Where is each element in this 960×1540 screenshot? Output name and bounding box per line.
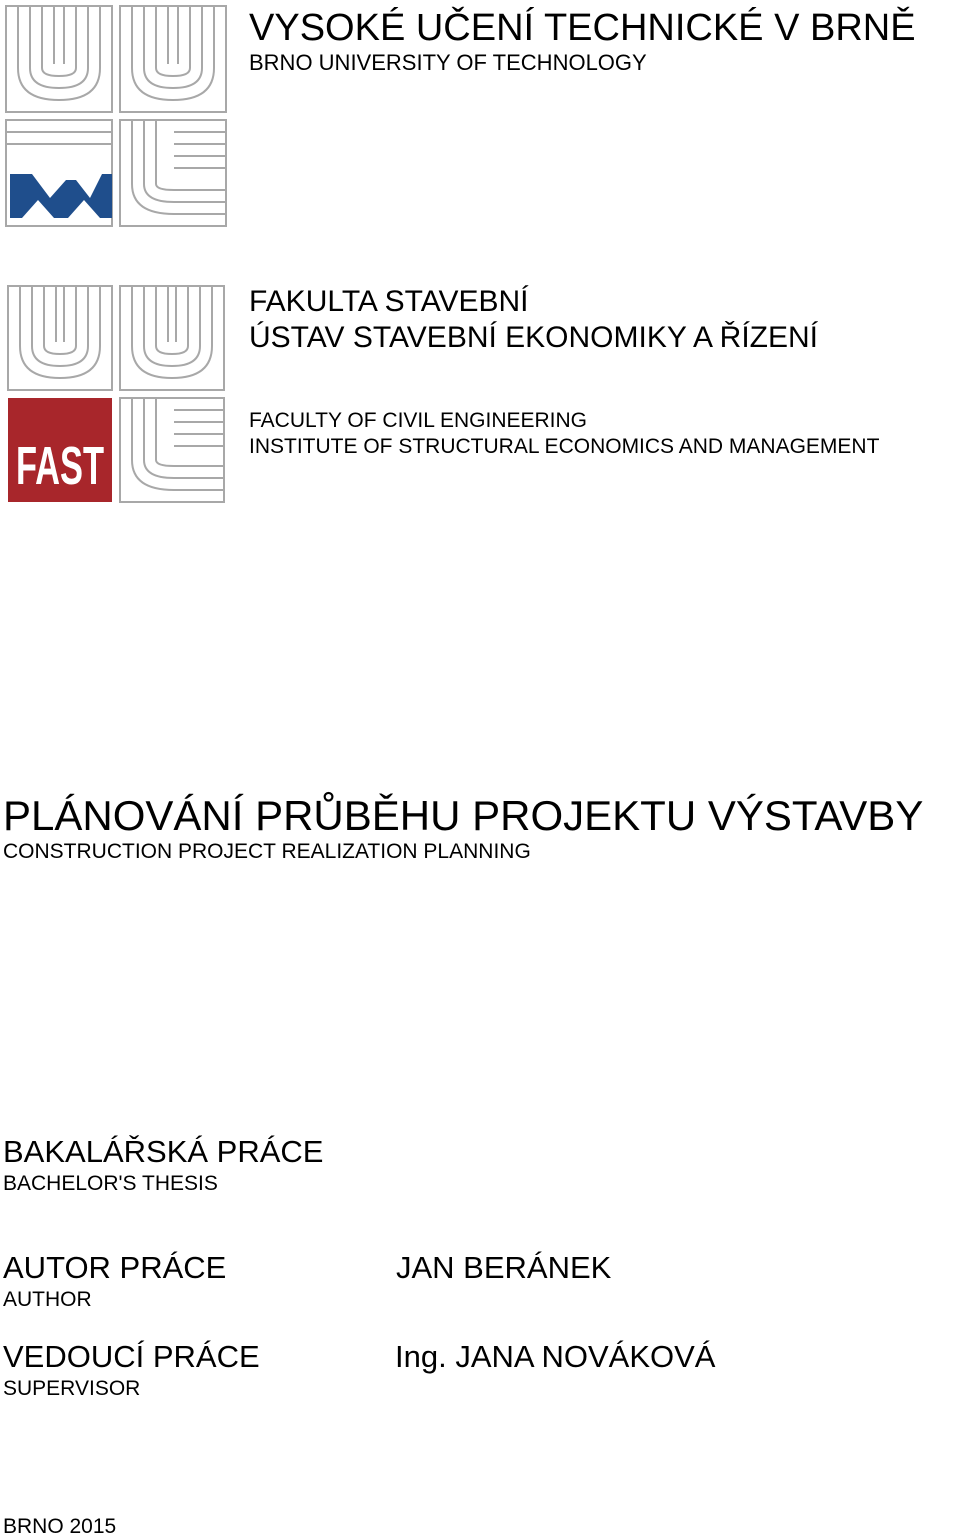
supervisor-label-cz: VEDOUCÍ PRÁCE — [3, 1339, 260, 1374]
thesis-type-cz: BAKALÁŘSKÁ PRÁCE — [3, 1134, 324, 1169]
logo-u-shape-top-left — [8, 286, 112, 390]
author-label-cz: AUTOR PRÁCE — [3, 1250, 227, 1285]
logo-e-shape-bottom-right — [120, 398, 224, 502]
logo-u-shape-top-right — [120, 286, 224, 390]
logo-u-shape-top-right — [120, 6, 226, 112]
thesis-type-en: BACHELOR'S THESIS — [3, 1172, 218, 1195]
thesis-title-en: CONSTRUCTION PROJECT REALIZATION PLANNING — [3, 840, 531, 863]
author-name: JAN BERÁNEK — [396, 1250, 612, 1285]
faculty-logo — [6, 284, 228, 506]
thesis-title-cz: PLÁNOVÁNÍ PRŮBĚHU PROJEKTU VÝSTAVBY — [3, 792, 924, 839]
place-and-year: BRNO 2015 — [3, 1515, 117, 1538]
institute-name-en: INSTITUTE OF STRUCTURAL ECONOMICS AND MANAGEMENT — [249, 435, 880, 458]
author-label-en: AUTHOR — [3, 1288, 92, 1311]
faculty-name-en: FACULTY OF CIVIL ENGINEERING — [249, 409, 588, 432]
university-name-en: BRNO UNIVERSITY OF TECHNOLOGY — [249, 50, 647, 75]
institute-name-cz: ÚSTAV STAVEBNÍ EKONOMIKY A ŘÍZENÍ — [249, 321, 819, 354]
supervisor-name: Ing. JANA NOVÁKOVÁ — [395, 1339, 716, 1374]
faculty-name-cz: FAKULTA STAVEBNÍ — [249, 285, 529, 318]
fast-red-block — [8, 398, 112, 502]
fast-logo-text: FAST — [16, 436, 105, 496]
logo-e-shape-bottom-right — [120, 120, 226, 226]
supervisor-label-en: SUPERVISOR — [3, 1377, 141, 1400]
logo-u-shape-top-left — [6, 6, 112, 112]
university-logo — [4, 4, 230, 228]
university-name-cz: VYSOKÉ UČENÍ TECHNICKÉ V BRNĚ — [249, 7, 916, 49]
vut-blue-mark — [10, 174, 112, 218]
